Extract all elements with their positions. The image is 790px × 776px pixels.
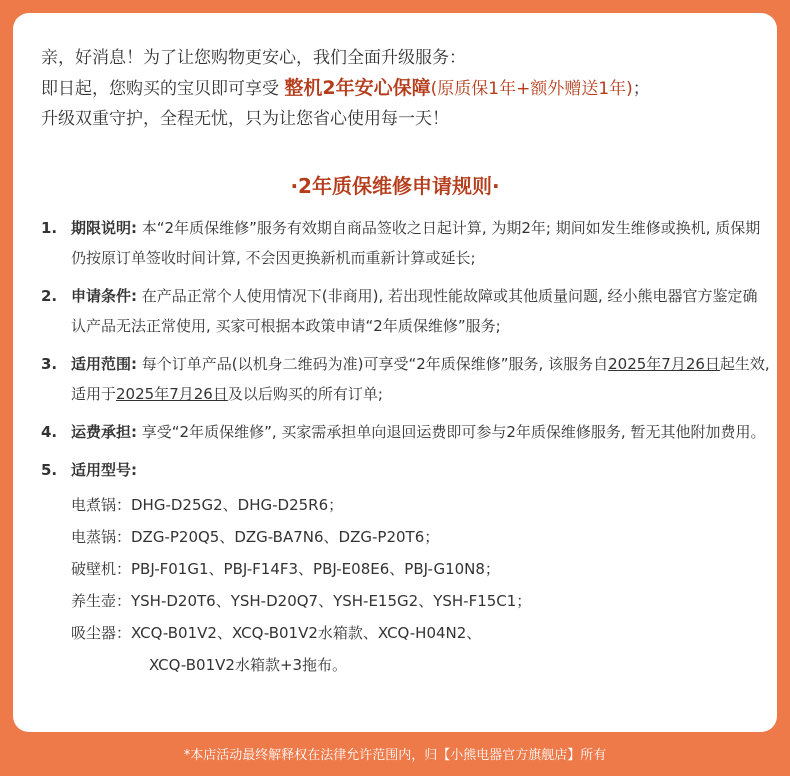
rule-5 <box>41 455 771 485</box>
rule-1 <box>41 213 771 273</box>
intro-line-3: 升级双重守护，全程无忧，只为让您省心使用每一天！ <box>41 109 449 129</box>
model-row: 电蒸锅：DZG-P20Q5、DZG-BA7N6、DZG-P20T6； <box>71 528 440 546</box>
model-row-continued: XCQ-B01V2水箱款+3拖布。 <box>149 656 348 674</box>
rule-label: 期限说明: <box>71 219 137 237</box>
rule-text: 在产品正常个人使用情况下(非商用), 若出现性能故障或其他质量问题, 经小熊电器官方鉴定确认产品无法正常使用, 买家可根据本政策申请“2年质保维修”服务; <box>71 287 758 335</box>
intro-line-2 <box>41 73 771 104</box>
notice-card <box>13 13 777 732</box>
rule-text: 每个订单产品(以机身二维码为准)可享受“2年质保维修”服务, 该服务自 <box>137 355 609 373</box>
rule-label: 适用范围: <box>71 355 137 373</box>
intro-line-1: 亲，好消息！为了让您购物更安心，我们全面升级服务： <box>41 48 466 68</box>
model-list <box>71 489 771 681</box>
model-row: 电煮锅：DHG-D25G2、DHG-D25R6； <box>71 496 344 514</box>
rules-title: ·2年质保维修申请规则· <box>290 174 500 198</box>
rule-number: 5. <box>41 461 58 479</box>
rule-number: 1. <box>41 219 58 237</box>
intro-line-2-suffix: ； <box>632 79 650 99</box>
model-row: 吸尘器：XCQ-B01V2、XCQ-B01V2水箱款、XCQ-H04N2、 <box>71 624 482 642</box>
rule-text: 本“2年质保维修”服务有效期自商品签收之日起计算, 为期2年; 期间如发生维修或换机, 质保期仍按原订单签收时间计算, 不会因更换新机而重新计算或延长; <box>71 219 761 267</box>
warranty-detail: (原质保1年+额外赠送1年) <box>430 79 633 99</box>
rule-label: 运费承担: <box>71 423 137 441</box>
rule-3 <box>41 349 771 409</box>
applicable-date: 2025年7月26日 <box>116 385 228 403</box>
effective-date: 2025年7月26日 <box>608 355 720 373</box>
rule-label: 申请条件: <box>71 287 137 305</box>
rule-label: 适用型号: <box>71 461 137 479</box>
footer-disclaimer: *本店活动最终解释权在法律允许范围内，归【小熊电器官方旗舰店】所有 <box>183 748 607 763</box>
intro-block <box>41 43 771 134</box>
rule-text: 享受“2年质保维修”, 买家需承担单向退回运费即可参与2年质保维修服务, 暂无其他附加费用。 <box>137 423 766 441</box>
model-row: 破壁机：PBJ-F01G1、PBJ-F14F3、PBJ-E08E6、PBJ-G10N8； <box>71 560 500 578</box>
model-row: 养生壶：YSH-D20T6、YSH-D20Q7、YSH-E15G2、YSH-F15C1； <box>71 592 532 610</box>
rule-number: 3. <box>41 355 58 373</box>
rule-4 <box>41 417 771 447</box>
rule-2 <box>41 281 771 341</box>
rule-number: 2. <box>41 287 58 305</box>
warranty-highlight: 整机2年安心保障 <box>284 77 431 99</box>
rule-text: 起生效, 适用于 <box>71 355 770 403</box>
intro-line-2-prefix: 即日起，您购买的宝贝即可享受 <box>41 79 279 99</box>
rule-number: 4. <box>41 423 58 441</box>
rule-text: 及以后购买的所有订单; <box>227 385 383 403</box>
rules-list <box>41 213 771 681</box>
